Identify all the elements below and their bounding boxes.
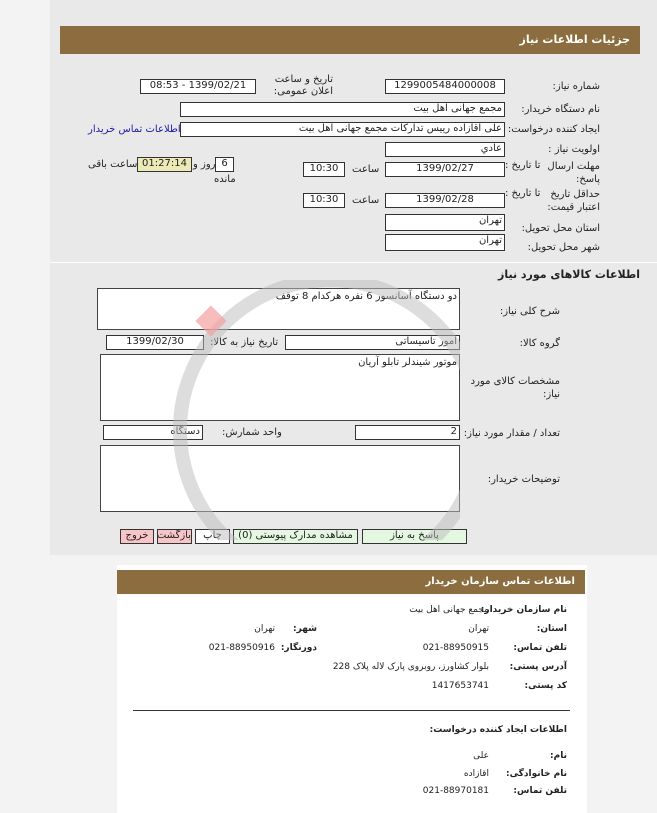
divider: [50, 262, 657, 263]
remaining-label-2: مانده: [214, 174, 236, 185]
deadline-label: مهلت ارسال پاسخ:: [547, 161, 600, 185]
province-value: تهران: [468, 624, 489, 634]
deadline-time-field[interactable]: 10:30: [303, 162, 345, 177]
family-label: نام خانوادگی:: [505, 769, 567, 779]
days-label: روز و: [193, 159, 216, 170]
name-value: علی: [473, 751, 489, 761]
validity-label: حداقل تاریخ اعتبار قیمت:: [547, 189, 600, 213]
city-field[interactable]: تهران: [385, 234, 505, 251]
creator-field[interactable]: علی اقازاده رییس تدارکات مجمع جهانی اهل بیت: [180, 122, 505, 137]
days-remaining-field: 6: [215, 157, 234, 172]
city-label: شهر:: [293, 624, 317, 634]
time-remaining-field: 01:27:14: [137, 157, 192, 172]
creator-label: ایجاد کننده درخواست:: [507, 124, 600, 135]
contact-panel-title: اطلاعات تماس سازمان خریدار: [117, 570, 585, 594]
remaining-label: ساعت باقی: [88, 159, 138, 170]
deadline-to-date-label: تا تاریخ :: [505, 160, 541, 171]
print-button[interactable]: چاپ: [195, 529, 230, 544]
group-field[interactable]: امور تاسیساتی: [285, 335, 460, 350]
postal-label: کد پستی:: [524, 681, 567, 691]
name-label: نام:: [550, 751, 567, 761]
unit-label: واحد شمارش:: [222, 427, 282, 438]
validity-to-date-label: تا تاریخ :: [505, 188, 541, 199]
need-date-label: تاریخ نیاز به کالا:: [210, 337, 279, 348]
validity-time-label: ساعت: [352, 195, 380, 206]
family-value: اقازاده: [463, 769, 489, 779]
city-value: تهران: [254, 624, 275, 634]
exit-button[interactable]: خروج: [120, 529, 154, 544]
goods-section-title: اطلاعات کالاهای مورد نیاز: [498, 268, 640, 281]
contact-divider: [133, 710, 570, 711]
buyer-notes-label: توضیحات خریدار:: [487, 474, 560, 485]
buyer-org-field[interactable]: مجمع جهانی اهل بیت: [180, 102, 505, 117]
group-label: گروه کالا:: [519, 338, 560, 349]
postal-value: 1417653741: [431, 681, 489, 691]
buyer-notes-textarea[interactable]: [100, 445, 460, 512]
spec-textarea[interactable]: موتور شیندلر تابلو آریان: [100, 354, 460, 421]
priority-field[interactable]: عادي: [385, 142, 505, 157]
need-number-field[interactable]: 1299005484000008: [385, 79, 505, 94]
announce-label: تاریخ و ساعت اعلان عمومی:: [273, 74, 333, 97]
priority-label: اولویت نیاز :: [548, 144, 600, 155]
creator-phone-value: 021-88970181: [422, 786, 489, 796]
fax-label: دورنگار:: [280, 643, 317, 653]
view-attachments-button[interactable]: مشاهده مدارک پیوستی (0): [233, 529, 358, 544]
announce-field[interactable]: 1399/02/21 - 08:53: [140, 79, 256, 94]
validity-date-field[interactable]: 1399/02/28: [385, 193, 505, 208]
province-label: استان:: [536, 624, 567, 634]
qty-field[interactable]: 2: [355, 425, 460, 440]
address-value: بلوار کشاورز، روبروی پارک لاله پلاک 228: [332, 662, 489, 672]
phone-value: 021-88950915: [422, 643, 489, 653]
spec-label: مشخصات کالای مورد نیاز:: [470, 376, 560, 400]
province-label: استان محل تحویل:: [521, 223, 600, 234]
creator-info-title: اطلاعات ایجاد کننده درخواست:: [429, 725, 567, 735]
need-date-field[interactable]: 1399/02/30: [106, 335, 204, 350]
page-title: جزئیات اطلاعات نیاز: [60, 26, 640, 54]
qty-label: تعداد / مقدار مورد نیاز:: [463, 428, 560, 439]
city-label: شهر محل تحویل:: [527, 242, 600, 253]
desc-textarea[interactable]: دو دستگاه آسانسور 6 نفره هرکدام 8 توقف: [97, 288, 460, 330]
back-button[interactable]: بازگشت: [157, 529, 192, 544]
unit-field[interactable]: دستگاه: [103, 425, 203, 440]
creator-phone-label: تلفن تماس:: [513, 786, 567, 796]
desc-label: شرح کلی نیاز:: [499, 306, 560, 317]
buyer-org-label: نام دستگاه خریدار:: [521, 104, 600, 115]
reply-button[interactable]: پاسخ به نیاز: [362, 529, 467, 544]
fax-value: 021-88950916: [208, 643, 275, 653]
phone-label: تلفن تماس:: [513, 643, 567, 653]
deadline-time-label: ساعت: [352, 164, 380, 175]
buyer-contact-link[interactable]: اطلاعات تماس خریدار: [88, 124, 181, 135]
org-label: نام سازمان خریدار:: [480, 605, 567, 615]
need-number-label: شماره نیاز:: [552, 81, 600, 92]
province-field[interactable]: تهران: [385, 214, 505, 231]
org-value: مجمع جهانی اهل بیت: [409, 605, 489, 615]
deadline-date-field[interactable]: 1399/02/27: [385, 162, 505, 177]
address-label: آدرس پستی:: [509, 662, 567, 672]
validity-time-field[interactable]: 10:30: [303, 193, 345, 208]
